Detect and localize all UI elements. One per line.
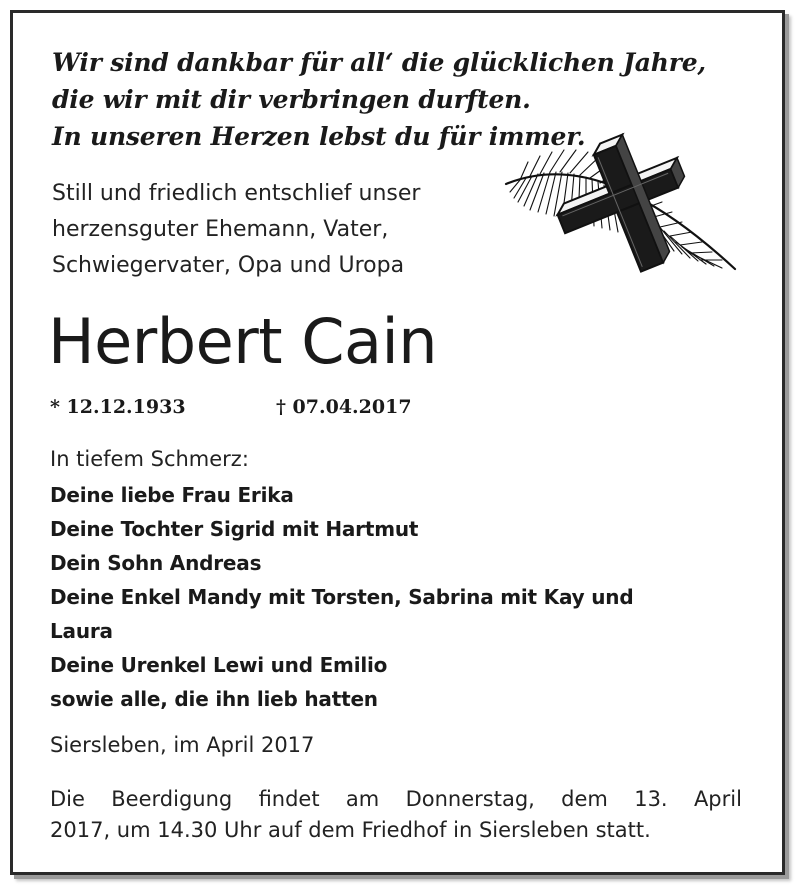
funeral-line-2: 2017, um 14.30 Uhr auf dem Friedhof in Siersleben statt. [50,818,651,842]
mourner-line: Dein Sohn Andreas [50,551,262,575]
intro-line-3: Schwiegervater, Opa und Uropa [52,253,405,278]
intro-line-1: Still und friedlich entschlief unser [52,181,421,206]
mourner-line: Deine Urenkel Lewi und Emilio [50,653,388,677]
cross-with-palm-frond-icon [500,132,750,282]
death-date: † 07.04.2017 [276,396,412,418]
place-and-date: Siersleben, im April 2017 [50,733,315,757]
motto-line-2: die wir mit dir verbringen durften. [52,85,531,114]
cross-icon [539,132,712,282]
funeral-notice [50,784,742,846]
birth-date: * 12.12.1933 [50,396,186,418]
motto-line-3: In unseren Herzen lebst du für immer. [52,122,586,151]
funeral-word: April [693,787,742,811]
funeral-word: 13. [634,787,668,811]
mourner-line: Deine Enkel Mandy mit Torsten, Sabrina mit Kay und [50,585,634,609]
funeral-line-1 [50,784,742,815]
deceased-name: Herbert Cain [48,305,438,378]
funeral-word: dem [561,787,608,811]
mourner-line: Deine Tochter Sigrid mit Hartmut [50,517,419,541]
funeral-word: Die [50,787,85,811]
mourners-list [50,478,633,716]
mourner-line: sowie alle, die ihn lieb hatten [50,687,378,711]
mourners-label: In tiefem Schmerz: [50,447,249,471]
motto-line-1: Wir sind dankbar für all‘ die glücklichen Jahre, [52,48,706,77]
intro-line-2: herzensguter Ehemann, Vater, [52,217,389,242]
intro-text [52,176,420,284]
funeral-word: Beerdigung [111,787,233,811]
mourner-line: Laura [50,619,113,643]
funeral-word: am [345,787,380,811]
mourner-line: Deine liebe Frau Erika [50,483,294,507]
funeral-word: Donnerstag, [405,787,535,811]
funeral-word: findet [258,787,320,811]
